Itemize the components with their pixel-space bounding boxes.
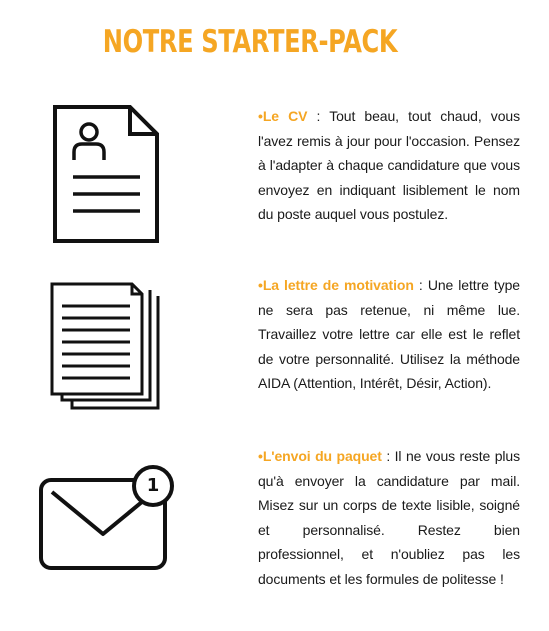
cv-text: Tout beau, tout chaud, vous l'avez remis à jour pour l'occasion. Pensez à l'adapter à chaque candidature que vous envoyez en indiquant lisiblement le nom du poste auquel vous postulez. — [258, 108, 520, 222]
mail-notification-icon — [38, 462, 178, 574]
separator: : — [381, 448, 395, 464]
cv-document-icon — [52, 104, 160, 244]
documents-stack-icon — [50, 282, 162, 414]
bullet: • — [258, 277, 263, 293]
bullet: • — [258, 108, 263, 124]
lettre-text: Une lettre type ne sera pas retenue, ni même lue. Travaillez votre lettre car elle est le reflet de votre personnalité. Utilisez la méthode AIDA (Attention, Intérêt, Désir, Action). — [258, 277, 520, 391]
envoi-text: Il ne vous reste plus qu'à envoyer la candidature par mail. Misez sur un corps de texte lisible, soigné et personnalisé. Restez bien professionnel, et n'oubliez pas les documents et les formules de politesse ! — [258, 448, 520, 587]
lettre-description — [258, 273, 520, 396]
envoi-description — [258, 444, 520, 591]
separator: : — [413, 277, 428, 293]
lettre-label: La lettre de motivation — [262, 277, 414, 293]
cv-description — [258, 104, 520, 227]
page-title: NOTRE STARTER-PACK — [102, 24, 398, 60]
bullet: • — [258, 448, 263, 464]
notification-badge: 1 — [146, 475, 160, 496]
separator: : — [307, 108, 330, 124]
cv-label: Le CV — [262, 108, 308, 124]
envoi-label: L'envoi du paquet — [262, 448, 382, 464]
